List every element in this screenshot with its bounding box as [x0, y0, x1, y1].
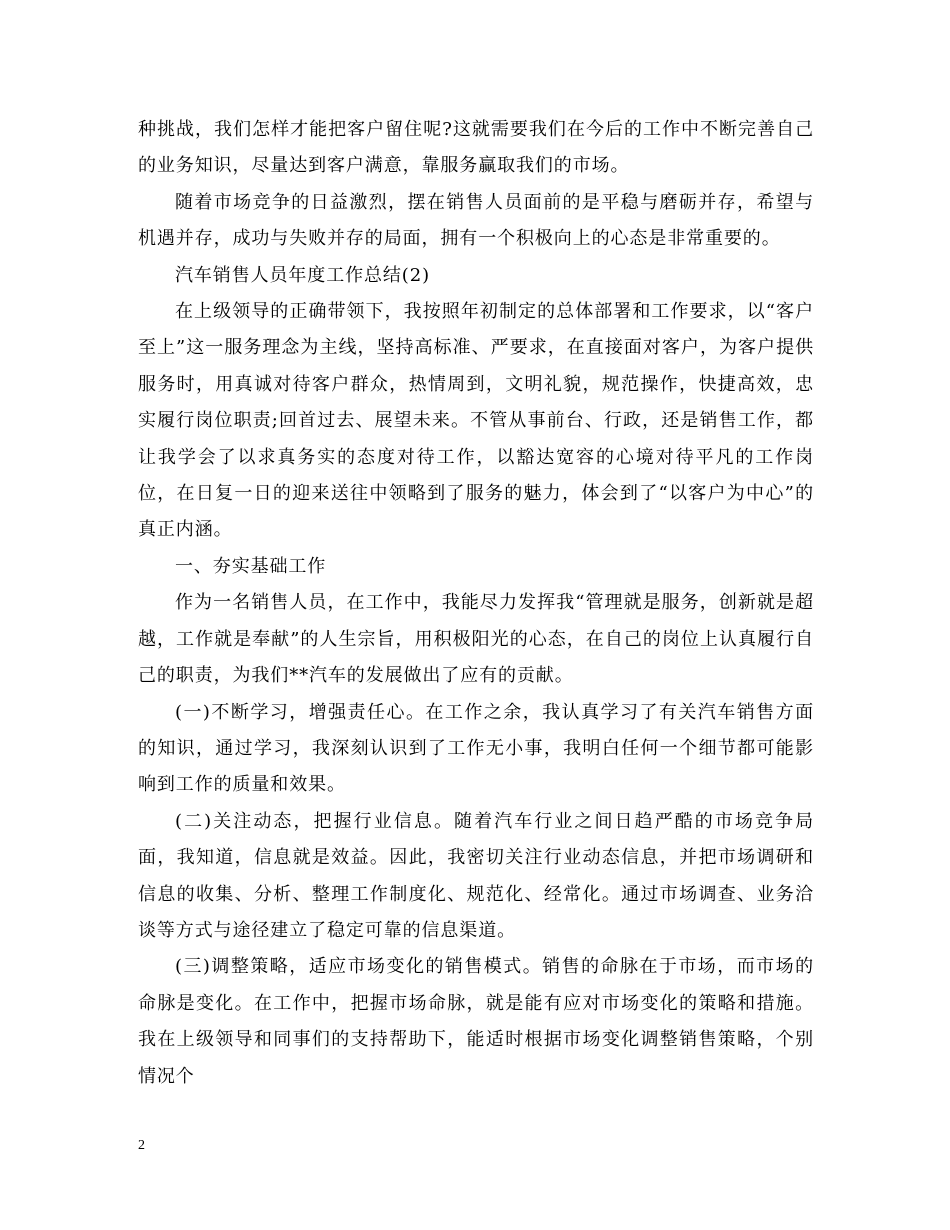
page-number: 2 [138, 1138, 145, 1153]
section-heading: 一、夯实基础工作 [175, 555, 327, 577]
paragraph-continuation: 种挑战，我们怎样才能把客户留住呢?这就需要我们在今后的工作中不断完善自己的业务知识，尽量达到客户满意，靠服务赢取我们的市场。 [138, 119, 814, 177]
paragraph: (三)调整策略，适应市场变化的销售模式。销售的命脉在于市场，而市场的命脉是变化。在工作中，把握市场命脉，就是能有应对市场变化的策略和措施。我在上级领导和同事们的支持帮助下，能适时根据市场变化调整销售策略，个别情况个 [138, 956, 814, 1087]
paragraph: 随着市场竞争的日益激烈，摆在销售人员面前的是平稳与磨砺并存，希望与机遇并存，成功与失败并存的局面，拥有一个积极向上的心态是非常重要的。 [138, 191, 814, 250]
paragraph: (二)关注动态，把握行业信息。随着汽车行业之间日趋严酷的市场竞争局面，我知道，信息就是效益。因此，我密切关注行业动态信息，并把市场调研和信息的收集、分析、整理工作制度化、规范化、经常化。通过市场调查、业务洽谈等方式与途径建立了稳定可靠的信息渠道。 [138, 810, 814, 941]
document-page [138, 112, 814, 1095]
paragraph: 在上级领导的正确带领下，我按照年初制定的总体部署和工作要求，以“客户至上”这一服务理念为主线，坚持高标准、严要求，在直接面对客户，为客户提供服务时，用真诚对待客户群众，热情周到，文明礼貌，规范操作，快捷高效，忠实履行岗位职责;回首过去、展望未来。不管从事前台、行政，还是销售工作，都让我学会了以求真务实的态度对待工作，以豁达宽容的心境对待平凡的工作岗位，在日复一日的迎来送往中领略到了服务的魅力，体会到了“以客户为中心”的真正内涵。 [138, 301, 814, 541]
paragraph: 作为一名销售人员，在工作中，我能尽力发挥我“管理就是服务，创新就是超越，工作就是奉献”的人生宗旨，用积极阳光的心态，在自己的岗位上认真履行自己的职责，为我们**汽车的发展做出了应有的贡献。 [138, 592, 814, 687]
section-title: 汽车销售人员年度工作总结(2) [175, 264, 430, 286]
paragraph: (一)不断学习，增强责任心。在工作之余，我认真学习了有关汽车销售方面的知识，通过学习，我深刻认识到了工作无小事，我明白任何一个细节都可能影响到工作的质量和效果。 [138, 701, 814, 796]
